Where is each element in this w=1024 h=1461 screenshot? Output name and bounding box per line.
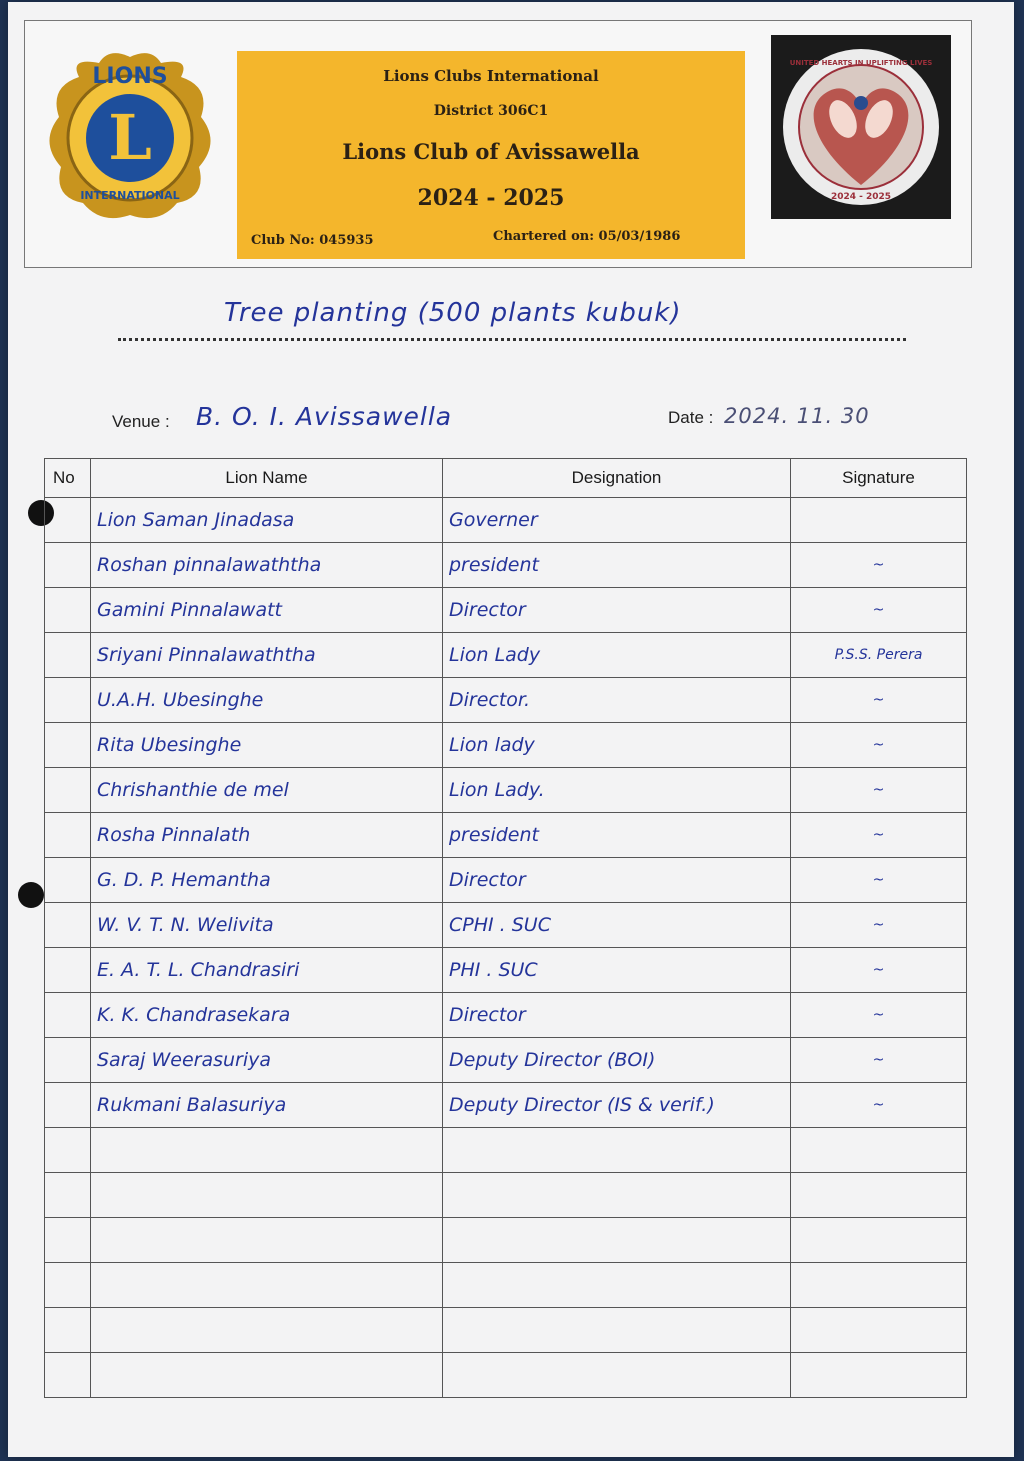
signature-cell	[791, 1128, 967, 1173]
designation-cell: president	[443, 813, 791, 858]
lion-name-cell: Rosha Pinnalath	[91, 813, 443, 858]
date-value: 2024. 11. 30	[724, 404, 870, 428]
row-number	[45, 633, 91, 678]
designation-cell: Deputy Director (IS & verif.)	[443, 1083, 791, 1128]
letterhead	[24, 20, 972, 268]
designation-cell	[443, 1128, 791, 1173]
row-number	[45, 1218, 91, 1263]
table-row	[45, 588, 967, 633]
signature-cell	[791, 1263, 967, 1308]
venue-label: Venue :	[112, 412, 170, 431]
row-number	[45, 1263, 91, 1308]
table-row	[45, 1353, 967, 1398]
table-row	[45, 1038, 967, 1083]
row-number	[45, 1173, 91, 1218]
table-row	[45, 1263, 967, 1308]
signature-cell: ~	[791, 903, 967, 948]
lion-name-cell: Rita Ubesinghe	[91, 723, 443, 768]
table-header-row	[45, 459, 967, 498]
designation-cell: PHI . SUC	[443, 948, 791, 993]
lion-name-cell: K. K. Chandrasekara	[91, 993, 443, 1038]
date-label: Date :	[668, 408, 714, 427]
lion-name-cell	[91, 1308, 443, 1353]
designation-cell: Lion lady	[443, 723, 791, 768]
row-number	[45, 1353, 91, 1398]
designation-cell	[443, 1353, 791, 1398]
designation-cell	[443, 1263, 791, 1308]
header-signature: Signature	[791, 459, 967, 498]
lion-name-cell	[91, 1263, 443, 1308]
club-year: 2024 - 2025	[417, 185, 565, 211]
signature-cell	[791, 1353, 967, 1398]
lion-name-cell	[91, 1128, 443, 1173]
designation-cell: Director.	[443, 678, 791, 723]
attendance-sheet	[8, 2, 1014, 1457]
designation-cell: Director	[443, 858, 791, 903]
designation-cell: Director	[443, 993, 791, 1038]
event-title-line	[118, 298, 906, 341]
signature-cell: P.S.S. Perera	[791, 633, 967, 678]
row-number	[45, 588, 91, 633]
row-number	[45, 813, 91, 858]
signature-cell: ~	[791, 858, 967, 903]
lions-logo	[39, 47, 221, 229]
table-row	[45, 1128, 967, 1173]
signature-cell	[791, 1308, 967, 1353]
district: District 306C1	[433, 103, 549, 119]
lion-name-cell: Lion Saman Jinadasa	[91, 498, 443, 543]
table-row	[45, 1083, 967, 1128]
row-number	[45, 903, 91, 948]
district-badge-logo	[771, 35, 951, 219]
lion-name-cell: E. A. T. L. Chandrasiri	[91, 948, 443, 993]
row-number	[45, 993, 91, 1038]
lion-name-cell: Chrishanthie de mel	[91, 768, 443, 813]
lion-name-cell: G. D. P. Hemantha	[91, 858, 443, 903]
badge-year-text: 2024 - 2025	[830, 192, 892, 202]
designation-cell: Lion Lady.	[443, 768, 791, 813]
designation-cell: Director	[443, 588, 791, 633]
row-number	[45, 1038, 91, 1083]
row-number	[45, 723, 91, 768]
row-number	[45, 948, 91, 993]
row-number	[45, 768, 91, 813]
row-number	[45, 498, 91, 543]
row-number	[45, 1128, 91, 1173]
designation-cell	[443, 1173, 791, 1218]
logo-letter: L	[108, 101, 152, 174]
row-number	[45, 678, 91, 723]
lion-name-cell: Saraj Weerasuriya	[91, 1038, 443, 1083]
lion-name-cell	[91, 1173, 443, 1218]
signature-cell: ~	[791, 948, 967, 993]
signature-cell: ~	[791, 993, 967, 1038]
club-name: Lions Club of Avissawella	[342, 139, 640, 164]
punch-hole	[18, 882, 44, 908]
signature-cell: ~	[791, 678, 967, 723]
club-banner	[237, 51, 745, 259]
lion-name-cell: W. V. T. N. Welivita	[91, 903, 443, 948]
row-number	[45, 858, 91, 903]
signature-cell: ~	[791, 543, 967, 588]
logo-top-text: LIONS	[92, 64, 168, 89]
lion-name-cell	[91, 1218, 443, 1263]
charter-date: Chartered on: 05/03/1986	[493, 229, 681, 244]
designation-cell	[443, 1218, 791, 1263]
signature-cell: ~	[791, 1083, 967, 1128]
designation-cell	[443, 1308, 791, 1353]
table-row	[45, 633, 967, 678]
venue-value: B. O. I. Avissawella	[196, 402, 453, 431]
table-row	[45, 948, 967, 993]
lion-name-cell: Rukmani Balasuriya	[91, 1083, 443, 1128]
signature-cell: ~	[791, 1038, 967, 1083]
table-row	[45, 498, 967, 543]
table-row	[45, 1218, 967, 1263]
row-number	[45, 1308, 91, 1353]
club-number: Club No: 045935	[251, 233, 374, 248]
table-row	[45, 813, 967, 858]
lion-name-cell: Sriyani Pinnalawaththa	[91, 633, 443, 678]
badge-top-text: UNITED HEARTS IN UPLIFTING LIVES	[789, 59, 933, 67]
signature-cell	[791, 1173, 967, 1218]
designation-cell: Lion Lady	[443, 633, 791, 678]
table-row	[45, 543, 967, 588]
signature-cell: ~	[791, 768, 967, 813]
signature-cell	[791, 498, 967, 543]
signature-cell	[791, 1218, 967, 1263]
row-number	[45, 543, 91, 588]
header-no: No	[45, 459, 91, 498]
designation-cell: president	[443, 543, 791, 588]
table-row	[45, 993, 967, 1038]
signature-cell: ~	[791, 588, 967, 633]
org-name: Lions Clubs International	[383, 67, 599, 85]
header-designation: Designation	[443, 459, 791, 498]
table-row	[45, 858, 967, 903]
table-row	[45, 903, 967, 948]
lion-name-cell: Roshan pinnalawaththa	[91, 543, 443, 588]
table-row	[45, 723, 967, 768]
designation-cell: CPHI . SUC	[443, 903, 791, 948]
signature-cell: ~	[791, 813, 967, 858]
table-row	[45, 1308, 967, 1353]
lion-name-cell	[91, 1353, 443, 1398]
attendance-table	[44, 458, 967, 1398]
table-row	[45, 678, 967, 723]
table-row	[45, 768, 967, 813]
table-row	[45, 1173, 967, 1218]
event-title: Tree planting (500 plants kubuk)	[224, 298, 682, 328]
designation-cell: Governer	[443, 498, 791, 543]
lion-name-cell: Gamini Pinnalawatt	[91, 588, 443, 633]
signature-cell: ~	[791, 723, 967, 768]
header-lion-name: Lion Name	[91, 459, 443, 498]
logo-bottom-text: INTERNATIONAL	[80, 189, 180, 202]
lion-name-cell: U.A.H. Ubesinghe	[91, 678, 443, 723]
row-number	[45, 1083, 91, 1128]
designation-cell: Deputy Director (BOI)	[443, 1038, 791, 1083]
